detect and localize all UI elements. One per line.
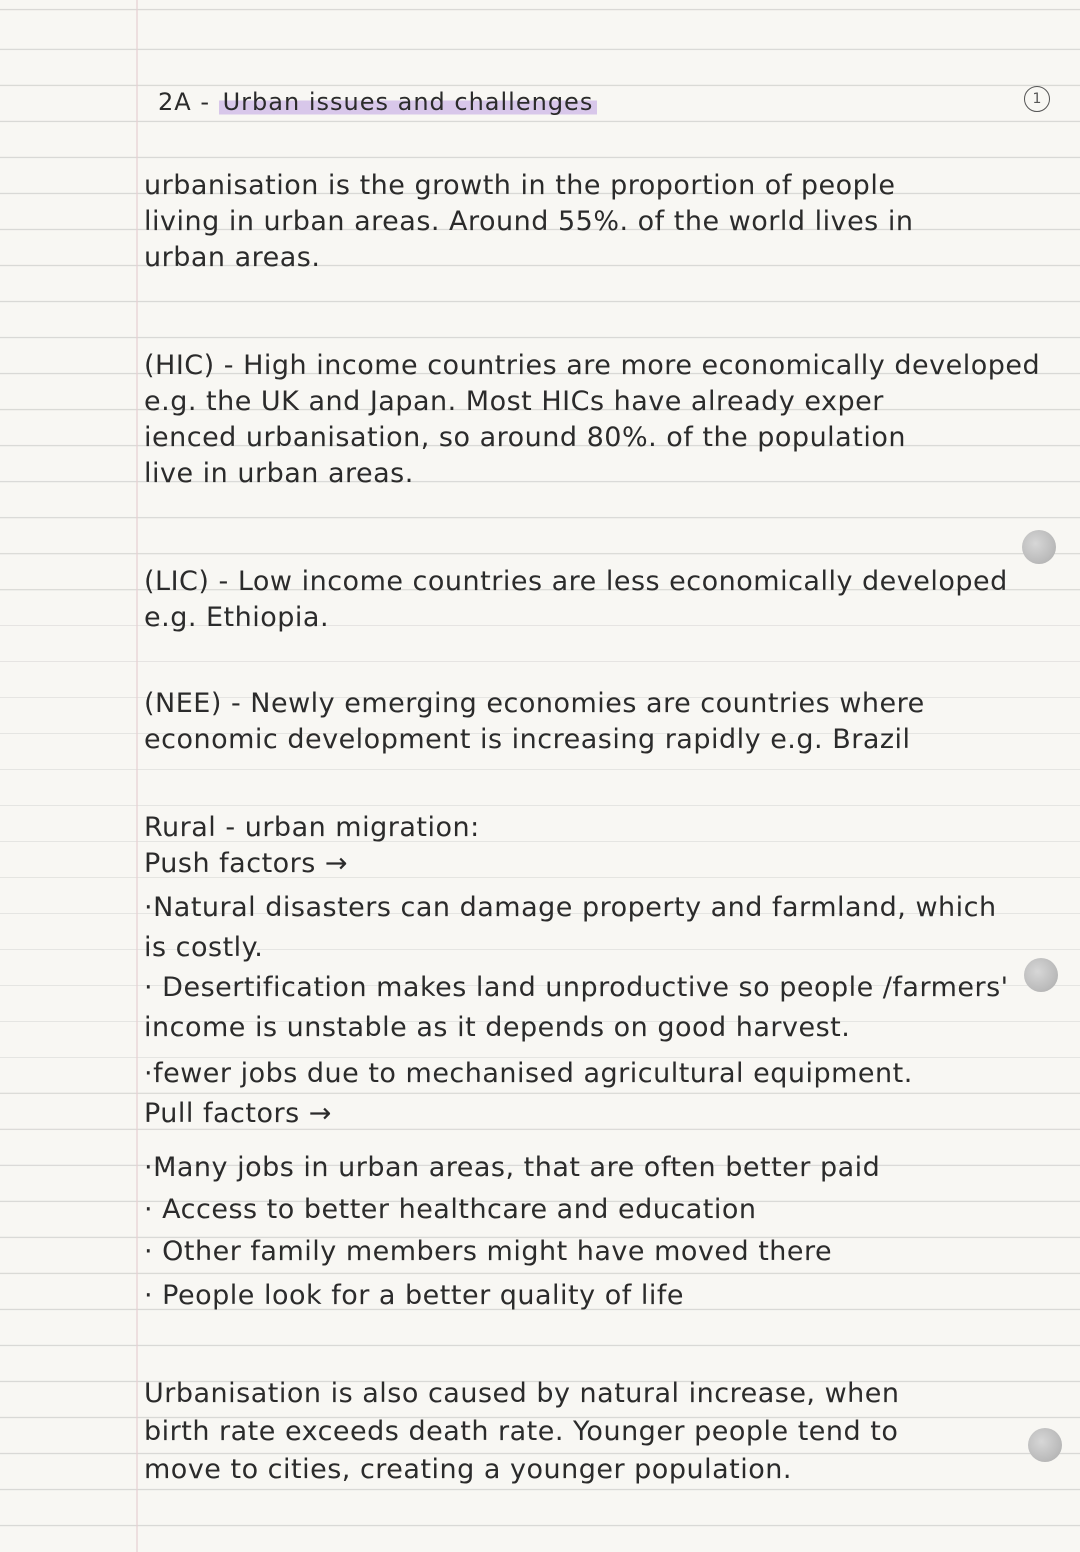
note-line: (NEE) - Newly emerging economies are countries where <box>144 688 925 719</box>
note-line: (HIC) - High income countries are more economically developed <box>144 350 1041 381</box>
note-line: · Other family members might have moved there <box>144 1236 833 1267</box>
title-prefix: 2A - <box>158 88 219 116</box>
note-line: e.g. the UK and Japan. Most HICs have already exper <box>144 386 884 417</box>
note-line: urbanisation is the growth in the proportion of people <box>144 170 896 201</box>
note-line: · Desertification makes land unproductive so people /farmers' <box>144 972 1009 1003</box>
note-line: move to cities, creating a younger population. <box>144 1454 792 1485</box>
note-line: income is unstable as it depends on good harvest. <box>144 1012 851 1043</box>
note-line: living in urban areas. Around 55%. of the world lives in <box>144 206 914 237</box>
page-title <box>158 84 597 120</box>
note-line: · Access to better healthcare and education <box>144 1194 757 1225</box>
note-line: (LIC) - Low income countries are less economically developed <box>144 566 1008 597</box>
note-line: Urbanisation is also caused by natural increase, when <box>144 1378 900 1409</box>
note-heading: Rural - urban migration: <box>144 812 480 843</box>
note-line: economic development is increasing rapidly e.g. Brazil <box>144 724 911 755</box>
note-line: · People look for a better quality of life <box>144 1280 684 1311</box>
note-line: birth rate exceeds death rate. Younger people tend to <box>144 1416 899 1447</box>
note-line: ·fewer jobs due to mechanised agricultural equipment. <box>144 1058 913 1089</box>
note-subheading: Push factors → <box>144 848 349 879</box>
note-line: ·Many jobs in urban areas, that are often better paid <box>144 1152 881 1183</box>
note-line: ·Natural disasters can damage property and farmland, which <box>144 892 997 923</box>
page-number: 1 <box>1024 86 1050 112</box>
punch-hole <box>1022 530 1056 564</box>
note-line: ienced urbanisation, so around 80%. of the population <box>144 422 906 453</box>
note-line: e.g. Ethiopia. <box>144 602 330 633</box>
note-line: is costly. <box>144 932 264 963</box>
title-highlight: Urban issues and challenges <box>219 88 598 116</box>
margin-line <box>136 0 138 1552</box>
note-subheading: Pull factors → <box>144 1098 332 1129</box>
note-line: urban areas. <box>144 242 321 273</box>
note-line: live in urban areas. <box>144 458 414 489</box>
